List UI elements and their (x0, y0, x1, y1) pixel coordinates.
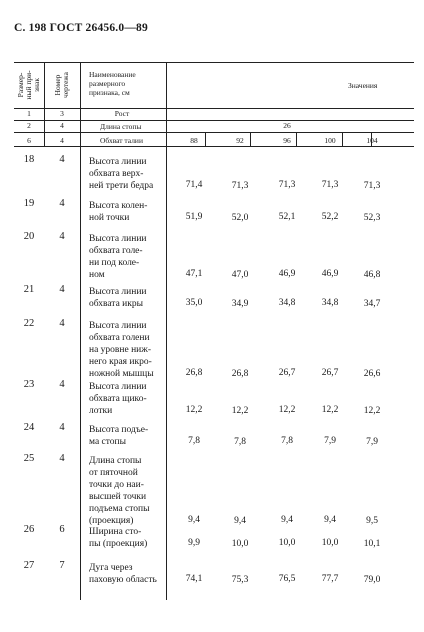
row-number: 27 (23, 560, 35, 571)
row-value: 46,8 (363, 270, 381, 280)
param-value: 26 (283, 121, 291, 130)
row-value: 34,9 (231, 299, 249, 309)
row-value: 52,0 (231, 213, 249, 223)
column-header-values: Значения (348, 81, 378, 90)
param-name: Длина стопы (100, 122, 142, 131)
table-rule (14, 132, 414, 133)
row-value: 9,4 (324, 515, 336, 525)
row-number: 25 (23, 453, 35, 464)
row-drawing: 4 (59, 453, 65, 464)
row-label-line: Длина стопы (89, 456, 142, 466)
row-label-line: Высота линии (89, 234, 147, 244)
row-value: 26,8 (185, 368, 203, 378)
row-label-line: Высота линии (89, 157, 147, 167)
row-label-line: ни под коле- (89, 258, 140, 268)
column-header-feature (17, 63, 41, 107)
row-label-line: ной точки (89, 213, 130, 223)
row-drawing: 4 (59, 154, 65, 165)
row-label-line: Высота линии (89, 382, 147, 392)
row-value: 12,2 (278, 405, 296, 415)
row-value: 75,3 (231, 575, 249, 585)
column-header-name: Наименование (89, 70, 136, 79)
column-header-feature-line: знак (32, 78, 41, 92)
row-value: 7,8 (234, 437, 246, 447)
waist-value: 96 (283, 136, 291, 145)
row-value: 10,1 (363, 539, 381, 549)
column-header-drawing-line: Номер (53, 74, 62, 96)
index-cell: 1 (27, 109, 31, 118)
row-label-line: него края икро- (89, 357, 152, 367)
row-value: 12,2 (363, 406, 381, 416)
column-header-feature-line: Размер- (16, 72, 25, 98)
table-column-rule (80, 146, 81, 600)
param-num: 6 (27, 136, 31, 145)
row-number: 21 (23, 284, 35, 295)
row-label-line: от пяточной (89, 468, 138, 478)
row-number: 24 (23, 422, 35, 433)
row-label-line: паховую область (89, 575, 157, 585)
row-value: 52,1 (278, 212, 296, 222)
page-header: С. 198 ГОСТ 26456.0—89 (14, 22, 148, 34)
row-label-line: Высота колен- (89, 201, 148, 211)
table-column-rule (166, 146, 167, 600)
row-value: 7,9 (366, 437, 378, 447)
row-label-line: Ширина сто- (89, 527, 142, 537)
row-value: 46,9 (278, 269, 296, 279)
row-label-line: пы (проекция) (89, 539, 148, 549)
row-value: 77,7 (321, 574, 339, 584)
row-drawing: 4 (59, 198, 65, 209)
row-value: 7,8 (188, 436, 200, 446)
param-name: Обхват талии (100, 136, 143, 145)
row-drawing: 4 (59, 284, 65, 295)
row-value: 47,1 (185, 269, 203, 279)
param-drawing: 4 (60, 136, 64, 145)
row-value: 7,9 (324, 436, 336, 446)
row-value: 9,5 (366, 516, 378, 526)
row-drawing: 4 (59, 379, 65, 390)
row-value: 34,8 (321, 298, 339, 308)
row-value: 26,8 (231, 369, 249, 379)
row-label-line: Высота линии (89, 287, 147, 297)
row-value: 71,3 (278, 180, 296, 190)
row-label-line: Высота линии (89, 321, 147, 331)
row-value: 10,0 (321, 538, 339, 548)
row-value: 10,0 (278, 538, 296, 548)
row-value: 26,6 (363, 369, 381, 379)
column-header-drawing (54, 63, 70, 107)
param-num: 2 (27, 121, 31, 130)
row-value: 51,9 (185, 212, 203, 222)
row-number: 22 (23, 318, 35, 329)
row-label-line: лотки (89, 406, 113, 416)
table-rule (14, 146, 414, 147)
row-label-line: ма стопы (89, 437, 126, 447)
row-label-line: ножной мышцы (89, 369, 154, 379)
row-value: 26,7 (278, 368, 296, 378)
row-label-line: обхвата голе- (89, 246, 143, 256)
waist-value: 104 (366, 136, 378, 145)
row-value: 79,0 (363, 575, 381, 585)
row-value: 10,0 (231, 539, 249, 549)
index-cell: 3 (60, 109, 64, 118)
row-label-line: обхвата щико- (89, 394, 147, 404)
row-label-line: обхвата икры (89, 299, 143, 309)
row-value: 71,3 (231, 181, 249, 191)
table-rule (14, 62, 414, 63)
row-value: 12,2 (185, 405, 203, 415)
row-value: 52,2 (321, 212, 339, 222)
row-value: 71,4 (185, 180, 203, 190)
column-header-name: признака, см (89, 88, 130, 97)
row-drawing: 4 (59, 318, 65, 329)
table-column-rule (166, 62, 167, 146)
row-label-line: на уровне ниж- (89, 345, 151, 355)
row-label-line: обхвата верх- (89, 169, 144, 179)
row-drawing: 4 (59, 422, 65, 433)
row-number: 26 (23, 524, 35, 535)
row-value: 34,8 (278, 298, 296, 308)
row-value: 71,3 (363, 181, 381, 191)
row-value: 47,0 (231, 270, 249, 280)
row-value: 74,1 (185, 574, 203, 584)
row-label-line: Дуга через (89, 563, 133, 573)
row-number: 18 (23, 154, 35, 165)
row-number: 20 (23, 231, 35, 242)
row-value: 9,9 (188, 538, 200, 548)
row-label-line: (проекция) (89, 516, 134, 526)
row-drawing: 6 (59, 524, 65, 535)
row-value: 9,4 (234, 516, 246, 526)
row-value: 26,7 (321, 368, 339, 378)
row-value: 12,2 (321, 405, 339, 415)
row-value: 9,4 (281, 515, 293, 525)
row-label-line: высшей точки (89, 492, 147, 502)
row-drawing: 7 (59, 560, 65, 571)
row-label-line: ном (89, 270, 105, 280)
row-label-line: ней трети бедра (89, 181, 154, 191)
row-label-line: точки до наи- (89, 480, 144, 490)
index-cell: Рост (114, 109, 130, 118)
table-column-rule (44, 62, 45, 146)
waist-value: 100 (324, 136, 336, 145)
row-value: 71,3 (321, 180, 339, 190)
waist-value: 88 (190, 136, 198, 145)
row-label-line: Высота подъе- (89, 425, 149, 435)
row-value: 76,5 (278, 574, 296, 584)
row-number: 19 (23, 198, 35, 209)
row-label-line: обхвата голени (89, 333, 150, 343)
row-label-line: подъема стопы (89, 504, 150, 514)
row-value: 34,7 (363, 299, 381, 309)
row-value: 12,2 (231, 406, 249, 416)
row-number: 23 (23, 379, 35, 390)
table-column-rule (80, 62, 81, 146)
row-drawing: 4 (59, 231, 65, 242)
param-drawing: 4 (60, 121, 64, 130)
column-header-name: размерного (89, 79, 126, 88)
column-header-drawing-line: чертежа (61, 72, 70, 98)
row-value: 7,8 (281, 436, 293, 446)
column-header-feature-line: ный при- (24, 70, 33, 100)
row-value: 35,0 (185, 298, 203, 308)
row-value: 46,9 (321, 269, 339, 279)
row-value: 9,4 (188, 515, 200, 525)
row-value: 52,3 (363, 213, 381, 223)
waist-value: 92 (236, 136, 244, 145)
